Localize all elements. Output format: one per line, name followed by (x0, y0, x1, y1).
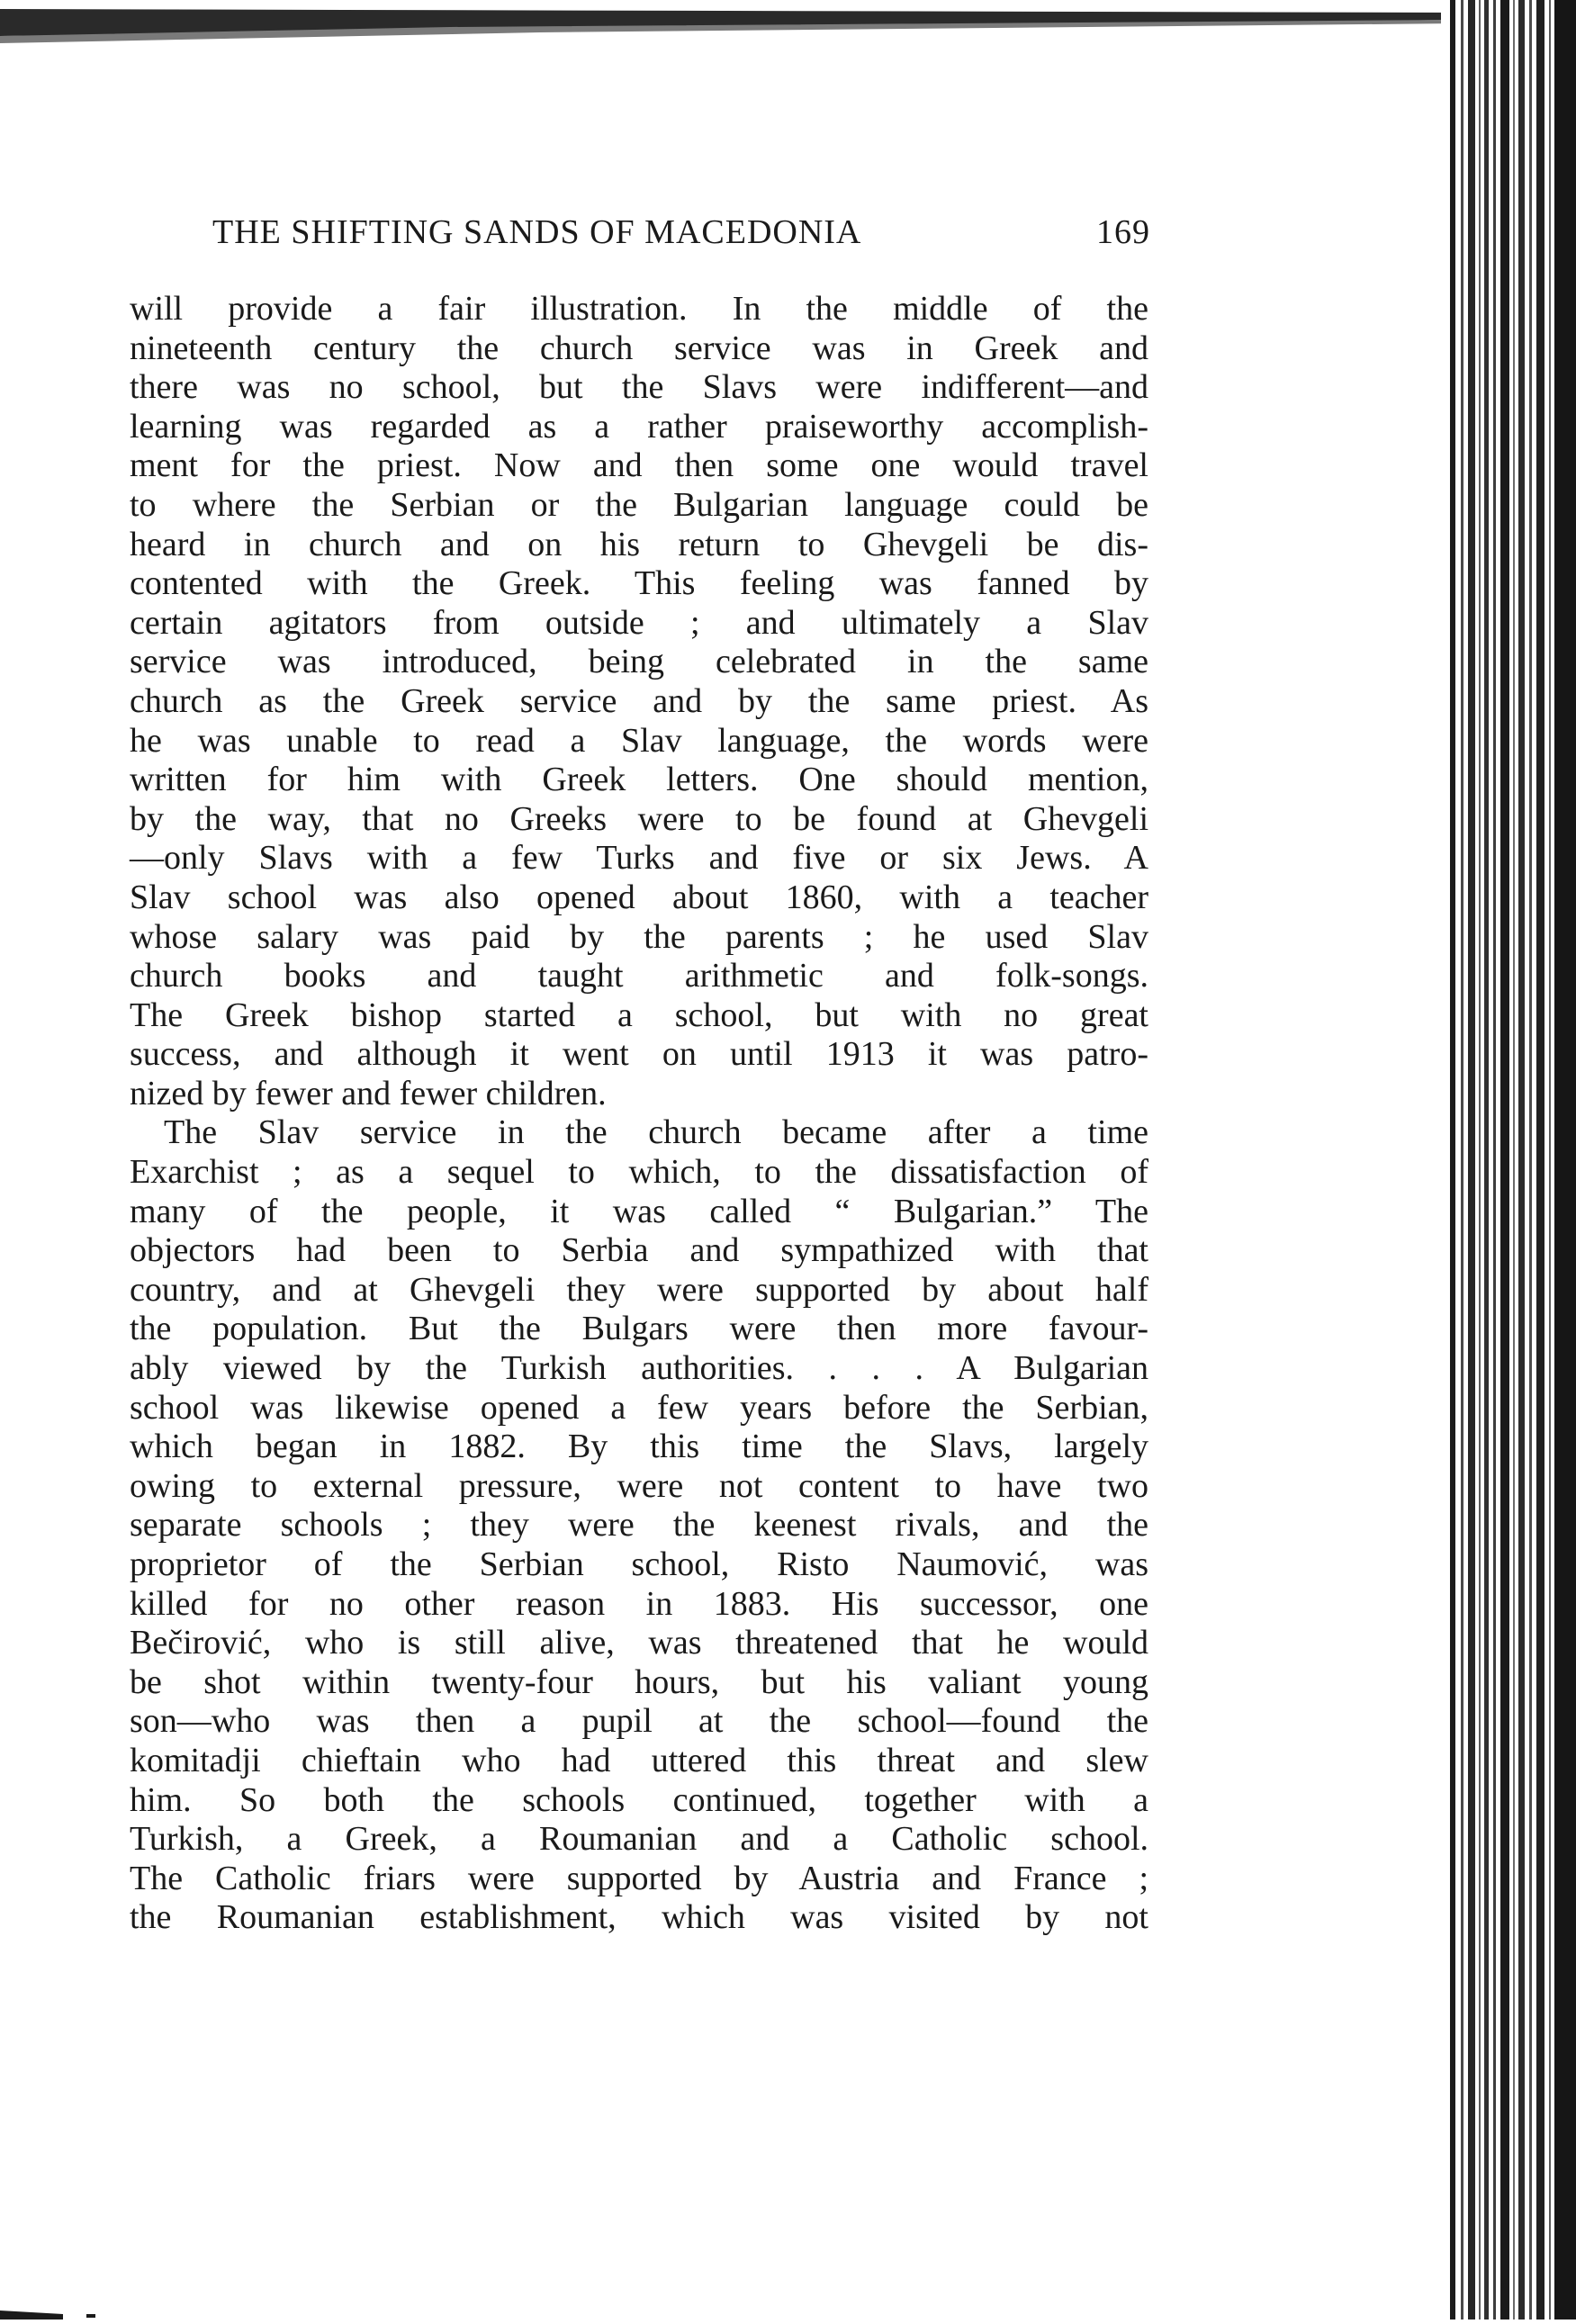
text-line: will provide a fair illustration. In the middle of the (130, 290, 1148, 328)
text-line: school was likewise opened a few years before the Serbian, (130, 1388, 1148, 1427)
text-line: ment for the priest. Now and then some one would travel (130, 446, 1148, 485)
text-line: certain agitators from outside ; and ultimately a Slav (130, 603, 1148, 642)
text-line: Bečirović, who is still alive, was threatened that he would (130, 1624, 1148, 1662)
text-line: which began in 1882. By this time the Slavs, largely (130, 1428, 1148, 1466)
text-line: to where the Serbian or the Bulgarian language could be (130, 485, 1148, 524)
text-line: Exarchist ; as a sequel to which, to the dissatisfaction of (130, 1153, 1148, 1192)
text-line: whose salary was paid by the parents ; he used Slav (130, 917, 1148, 956)
text-line: nineteenth century the church service was in Greek and (130, 329, 1148, 367)
text-line: objectors had been to Serbia and sympathized with that (130, 1231, 1148, 1270)
text-line: contented with the Greek. This feeling was fanned by (130, 564, 1148, 603)
text-line: country, and at Ghevgeli they were supported by about half (130, 1270, 1148, 1309)
page-number: 169 (1096, 213, 1150, 251)
text-line: separate schools ; they were the keenest rivals, and the (130, 1506, 1148, 1545)
page-header (212, 212, 1150, 266)
text-line: success, and although it went on until 1913 it was patro- (130, 1035, 1148, 1074)
text-line: by the way, that no Greeks were to be found at Ghevgeli (130, 799, 1148, 838)
text-line: learning was regarded as a rather praiseworthy accomplish- (130, 407, 1148, 446)
running-title: THE SHIFTING SANDS OF MACEDONIA (212, 213, 862, 251)
text-line: heard in church and on his return to Ghevgeli be dis- (130, 525, 1148, 563)
body-text (130, 290, 1148, 1938)
text-line: ably viewed by the Turkish authorities. . . . A Bulgarian (130, 1349, 1148, 1388)
text-line: Slav school was also opened about 1860, with a teacher (130, 878, 1148, 916)
text-line: many of the people, it was called “ Bulgarian.” The (130, 1192, 1148, 1230)
text-line: written for him with Greek letters. One should mention, (130, 761, 1148, 799)
text-line: komitadji chieftain who had uttered this threat and slew (130, 1741, 1148, 1779)
text-line: Turkish, a Greek, a Roumanian and a Catholic school. (130, 1820, 1148, 1859)
text-line: owing to external pressure, were not content to have two (130, 1466, 1148, 1505)
text-line: son—who was then a pupil at the school—found the (130, 1702, 1148, 1741)
text-line: the Roumanian establishment, which was visited by not (130, 1898, 1148, 1937)
text-line: the population. But the Bulgars were then more favour- (130, 1310, 1148, 1348)
text-line: there was no school, but the Slavs were indifferent—and (130, 368, 1148, 407)
text-line: The Slav service in the church became after a time (164, 1113, 1148, 1152)
text-line: nized by fewer and fewer children. (130, 1074, 607, 1112)
text-line: The Catholic friars were supported by Austria and France ; (130, 1859, 1148, 1897)
text-line: he was unable to read a Slav language, the words were (130, 721, 1148, 760)
page-edge-stack (1441, 0, 1576, 2319)
text-line: be shot within twenty-four hours, but his valiant young (130, 1662, 1148, 1701)
scan-top-edge-shadow (0, 0, 1458, 63)
scan-bottom-mark (0, 2283, 126, 2319)
text-line: killed for no other reason in 1883. His successor, one (130, 1584, 1148, 1623)
text-line: him. So both the schools continued, together with a (130, 1780, 1148, 1819)
text-line: The Greek bishop started a school, but with no great (130, 995, 1148, 1034)
text-line: proprietor of the Serbian school, Risto Naumović, was (130, 1545, 1148, 1583)
text-line: church books and taught arithmetic and folk-songs. (130, 957, 1148, 995)
text-line: —only Slavs with a few Turks and five or six Jews. A (130, 839, 1148, 878)
text-line: church as the Greek service and by the same priest. As (130, 681, 1148, 720)
text-line: service was introduced, being celebrated in the same (130, 643, 1148, 681)
